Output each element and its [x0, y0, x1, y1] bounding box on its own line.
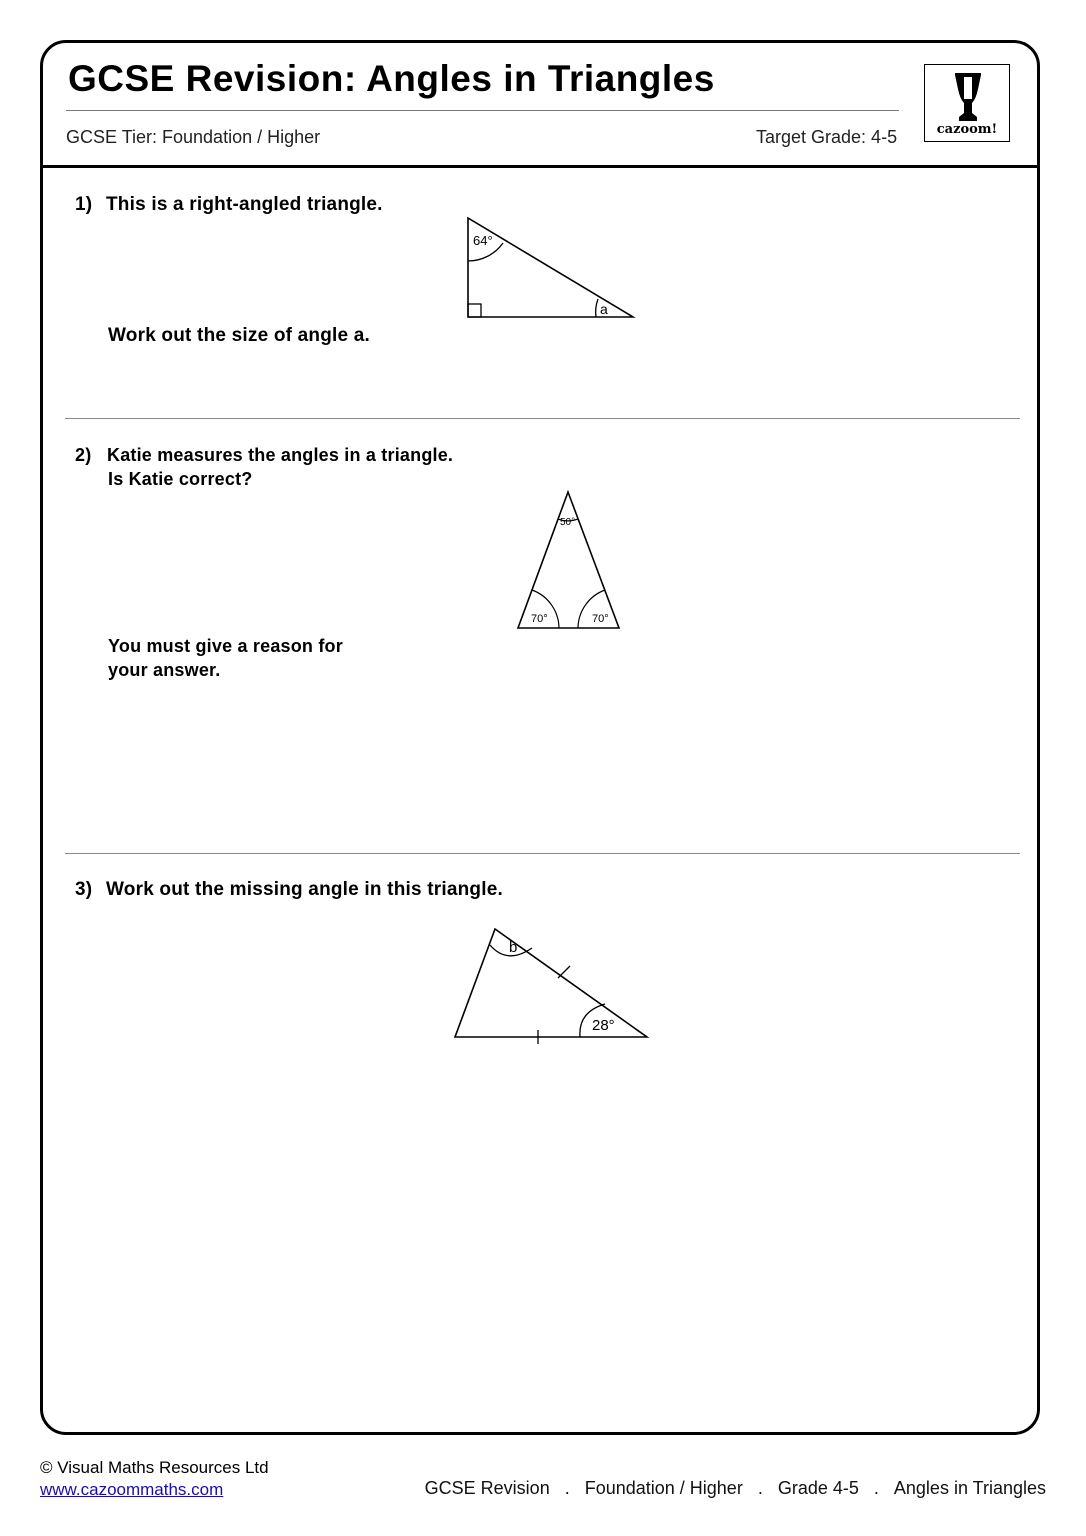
triangle-outline: [468, 218, 633, 317]
title-underline: [66, 110, 899, 111]
footer-breadcrumb: [425, 1478, 1046, 1499]
target-grade: Target Grade: 4-5: [756, 127, 898, 147]
question-2-text: Katie measures the angles in a triangle.: [107, 445, 454, 465]
angle-label-28: 28°: [592, 1017, 615, 1034]
angle-label-b: b: [509, 939, 518, 956]
section-divider-2: [65, 853, 1020, 854]
question-3-triangle: [445, 920, 655, 1050]
logo-text: cazoom!: [936, 122, 998, 137]
question-1-text: This is a right-angled triangle.: [106, 194, 383, 215]
question-2-number: 2): [75, 445, 92, 465]
question-3-number: 3): [75, 879, 93, 900]
question-3-text: Work out the missing angle in this triangle.: [106, 879, 503, 900]
section-divider-1: [65, 418, 1020, 419]
copyright-text: © Visual Maths Resources Ltd: [40, 1458, 269, 1477]
website-link[interactable]: www.cazoommaths.com: [40, 1480, 224, 1499]
angle-label-70-right: 70°: [592, 613, 609, 625]
gcse-tier: GCSE Tier: Foundation / Higher: [66, 127, 321, 147]
question-1-triangle: [450, 208, 650, 328]
equal-side-tick-1: [558, 966, 570, 978]
angle-arc-a: [596, 299, 598, 317]
angle-label-a: a: [600, 301, 608, 317]
question-1-instruction: Work out the size of angle a.: [108, 325, 370, 346]
cazoom-logo: [924, 64, 1010, 142]
triangle-outline: [455, 929, 647, 1037]
breadcrumb-tier: Foundation / Higher: [584, 1478, 743, 1498]
angle-label-64: 64°: [473, 233, 493, 248]
breadcrumb-separator: .: [873, 1478, 879, 1498]
angle-label-70-left: 70°: [531, 613, 548, 625]
breadcrumb-gcse-revision: GCSE Revision: [424, 1478, 550, 1498]
header-divider: [42, 165, 1038, 168]
question-2-instruction-line-2: your answer.: [108, 660, 221, 680]
breadcrumb-topic: Angles in Triangles: [893, 1478, 1046, 1498]
footer-left: [40, 1457, 269, 1501]
question-1-number: 1): [75, 194, 93, 215]
right-angle-marker: [468, 304, 481, 317]
question-2-instruction-line-1: You must give a reason for: [108, 636, 343, 656]
question-2-triangle: [503, 485, 633, 635]
breadcrumb-separator: .: [564, 1478, 570, 1498]
breadcrumb-separator: .: [757, 1478, 763, 1498]
page-title: GCSE Revision: Angles in Triangles: [68, 58, 715, 99]
angle-label-50: 50°: [560, 517, 576, 528]
breadcrumb-grade: Grade 4-5: [777, 1478, 859, 1498]
question-2-subtext: Is Katie correct?: [108, 469, 253, 489]
triangle-outline: [518, 492, 619, 628]
